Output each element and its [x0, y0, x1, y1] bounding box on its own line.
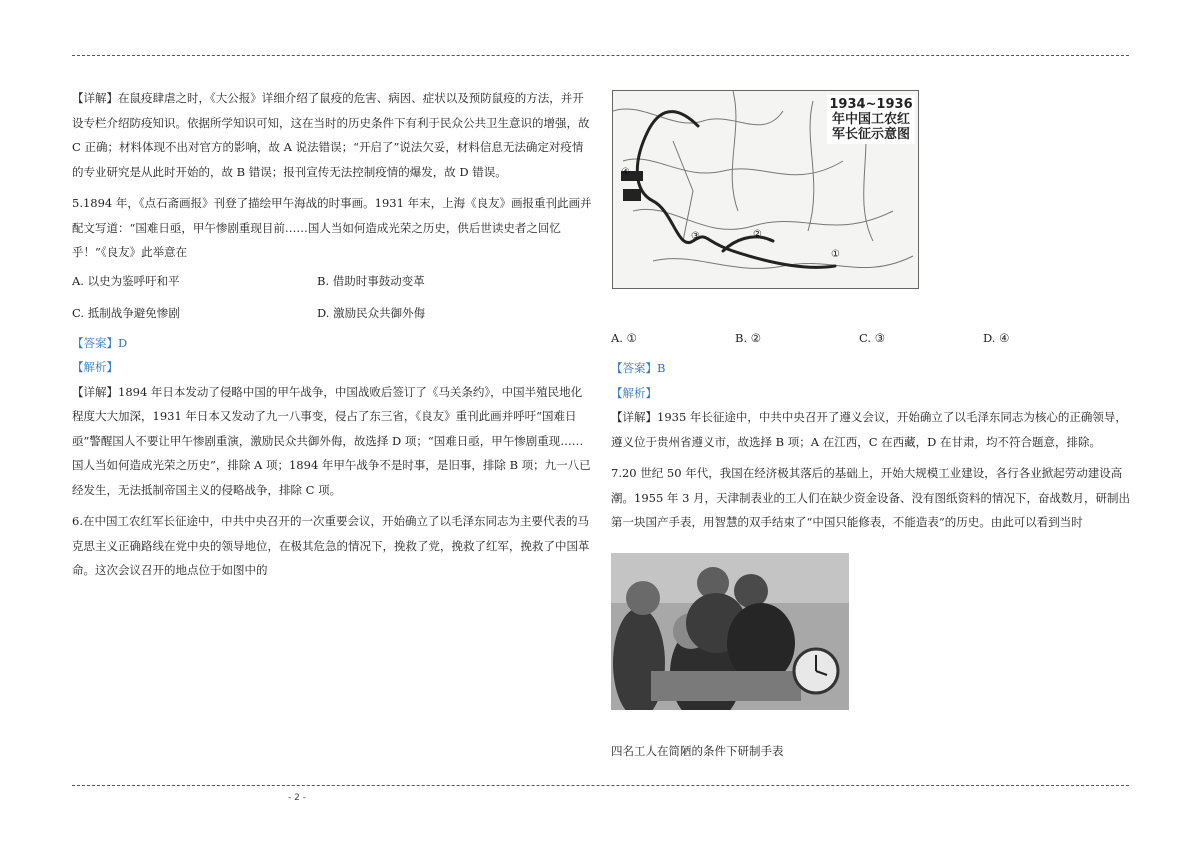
q6-option-d[interactable]: D. ④ — [983, 331, 1010, 345]
q4-detail: 【详解】在鼠疫肆虐之时，《大公报》详细介绍了鼠疫的危害、病因、症状以及预防鼠疫的方法，并开设专栏介绍防疫知识。依据所学知识可知，这在当时的历史条件下有利于民众公共卫生意识的增强，故 C 正确；材料体现不出对官方的影响，故 A 说法错误；“开启了”说法欠妥，材料信息无法确定对疫情的专业研究是从此时开始的，故 B 错误；报刊宣传无法控制疫情的爆发，故 D 错误。 — [72, 91, 590, 179]
q6-stem: 6.在中国工农红军长征途中，中共中央召开的一次重要会议，开始确立了以毛泽东同志为主要代表的马克思主义正确路线在党中央的领导地位，在极其危急的情况下，挽救了党，挽救了红军，挽救了中国革命。这次会议召开的地点位于如图中的 — [72, 514, 590, 577]
q6-analysis-label: 【解析】 — [611, 385, 657, 400]
photo-graphic — [611, 553, 849, 710]
marker-4: ④ — [621, 167, 630, 178]
marker-3: ③ — [691, 231, 700, 242]
marker-2: ② — [753, 229, 762, 240]
footer-rule — [72, 785, 1129, 786]
map-title: 1934~1936年中国工农红军长征示意图 — [827, 95, 915, 144]
q6-option-a[interactable]: A. ① — [611, 331, 637, 345]
q5-option-d[interactable]: D. 激励民众共御外侮 — [317, 305, 426, 320]
q5-detail: 【详解】1894 年日本发动了侵略中国的甲午战争，中国战败后签订了《马关条约》，中国半殖民地化程度大大加深，1931 年日本又发动了九一八事变，侵占了东三省，《良友》重刊此画并呼吁“国难日亟”警醒国人不要让甲午惨剧重演，激励民众共御外侮，故选择 D 项；“国难日亟，甲午惨剧重现……国人当如何造成光荣之历史”，排除 A 项；1894 年甲午战争不是时事，是旧事，排除 B 项；九一八已经发生，无法抵制帝国主义的侵略战争，排除 C 项。 — [72, 384, 591, 497]
right-column — [611, 322, 1131, 535]
header-rule — [72, 55, 1129, 56]
q6-detail: 【详解】1935 年长征途中，中共中央召开了遵义会议，开始确立了以毛泽东同志为核心的正确领导，遵义位于贵州省遵义市，故选择 B 项；A 在江西，C 在西藏，D 在甘肃，均不符合题意，排除。 — [611, 410, 1127, 449]
q5-options — [72, 265, 592, 329]
q6-option-c[interactable]: C. ③ — [859, 331, 886, 345]
q6-option-b[interactable]: B. ② — [735, 331, 762, 345]
marker-1: ① — [831, 249, 840, 260]
left-column — [72, 86, 592, 583]
q5-stem: 5.1894 年，《点石斋画报》刊登了描绘甲午海战的时事画。1931 年末，上海《良友》画报重刊此画并配文写道：“国难日亟，甲午惨剧重现目前……国人当如何造成光荣之历史，供后世读史者之回忆乎！”《良友》此举意在 — [72, 196, 592, 259]
page-number: - 2 - — [288, 793, 306, 803]
q5-option-b[interactable]: B. 借助时事鼓动变革 — [317, 273, 425, 288]
q5-answer: 【答案】D — [72, 335, 128, 350]
q5-option-c[interactable]: C. 抵制战争避免惨剧 — [72, 305, 180, 320]
q6-answer: 【答案】B — [611, 361, 666, 375]
watch-workers-photo — [611, 553, 849, 710]
q5-analysis-label: 【解析】 — [72, 360, 118, 374]
q7-stem: 7.20 世纪 50 年代，我国在经济极其落后的基础上，开始大规模工业建设，各行各业掀起劳动建设高潮。1955 年 3 月，天津制表业的工人们在缺少资金设备、没有图纸资料的情况下，奋战数月，研制出第一块国产手表，用智慧的双手结束了“中国只能修表，不能造表”的历史。由此可以看到当时 — [611, 466, 1131, 529]
q6-options — [611, 322, 1131, 354]
photo-caption: 四名工人在简陋的条件下研制手表 — [611, 744, 784, 758]
long-march-map — [612, 90, 919, 289]
q5-option-a[interactable]: A. 以史为鉴呼吁和平 — [72, 273, 180, 288]
